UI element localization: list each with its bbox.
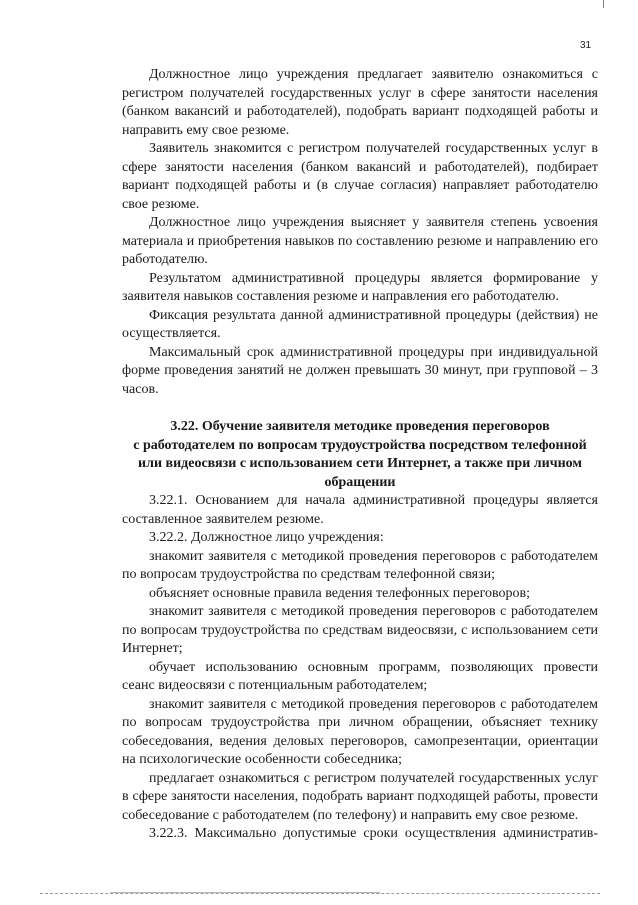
section-heading-line: или видеосвязи с использованием сети Интернет, а также при личном <box>138 456 582 471</box>
paragraph: Заявитель знакомится с регистром получателей государственных услуг в сфере занятости населения (банком вакансий и работодателей), подбирает вариант подходящей работы и (в случае согласия) направляет работодателю свое резюме. <box>122 141 598 212</box>
paragraph: 3.22.3. Максимально допустимые сроки осуществления административ- <box>149 826 598 841</box>
section-heading-line: обращении <box>324 474 396 490</box>
paragraph: знакомит заявителя с методикой проведения переговоров с работодателем по вопросам трудоустройства по средствам видеосвязи, с использованием сети Интернет; <box>122 604 598 656</box>
paragraph: Должностное лицо учреждения предлагает заявителю ознакомиться с регистром получателей государственных услуг в сфере занятости населения (банком вакансий и работодателей), подобрать вариант подходящей работы и направить ему свое резюме. <box>122 67 598 138</box>
section-heading-line: с работодателем по вопросам трудоустройства посредством телефонной <box>133 437 587 453</box>
section-heading <box>122 418 598 492</box>
top-edge-mark <box>603 0 604 8</box>
paragraph: 3.22.2. Должностное лицо учреждения: <box>149 530 384 545</box>
page-bottom-rule-solid <box>110 892 380 893</box>
page-bottom-rule <box>40 893 600 894</box>
paragraph: 3.22.1. Основанием для начала административной процедуры является составленное заявителем резюме. <box>122 493 598 527</box>
document-body <box>122 66 598 844</box>
paragraph: Максимальный срок административной процедуры при индивидуальной форме проведения занятий не должен превышать 30 минут, при групповой – 3 часов. <box>122 344 598 397</box>
page-number: 31 <box>580 40 592 51</box>
paragraph: Фиксация результата данной административной процедуры (действия) не осуществляется. <box>122 307 598 341</box>
paragraph: знакомит заявителя с методикой проведения переговоров с работодателем по вопросам трудоустройства при личном обращении, объясняет технику собеседования, ведения деловых переговоров, самопрезентации, ориентации на психологические особенности собеседника; <box>122 696 598 767</box>
paragraph: Должностное лицо учреждения выясняет у заявителя степень усвоения материала и приобретения навыков по составлению резюме и направлению его работодателю. <box>122 215 598 267</box>
paragraph: Результатом административной процедуры является формирование у заявителя навыков составления резюме и направления его работодателю. <box>122 270 598 304</box>
paragraph: объясняет основные правила ведения телефонных переговоров; <box>149 585 531 601</box>
paragraph: обучает использованию основным программ, позволяющих провести сеанс видеосвязи с потенциальным работодателем; <box>122 659 598 693</box>
paragraph: предлагает ознакомиться с регистром получателей государственных услуг в сфере занятости населения, подобрать вариант подходящей работы, провести собеседование с работодателем (по телефону) и направить ему свое резюме. <box>122 770 598 823</box>
paragraph: знакомит заявителя с методикой проведения переговоров с работодателем по вопросам трудоустройства по средствам телефонной связи; <box>122 548 598 582</box>
section-heading-line: 3.22. Обучение заявителя методике проведения переговоров <box>170 419 550 434</box>
